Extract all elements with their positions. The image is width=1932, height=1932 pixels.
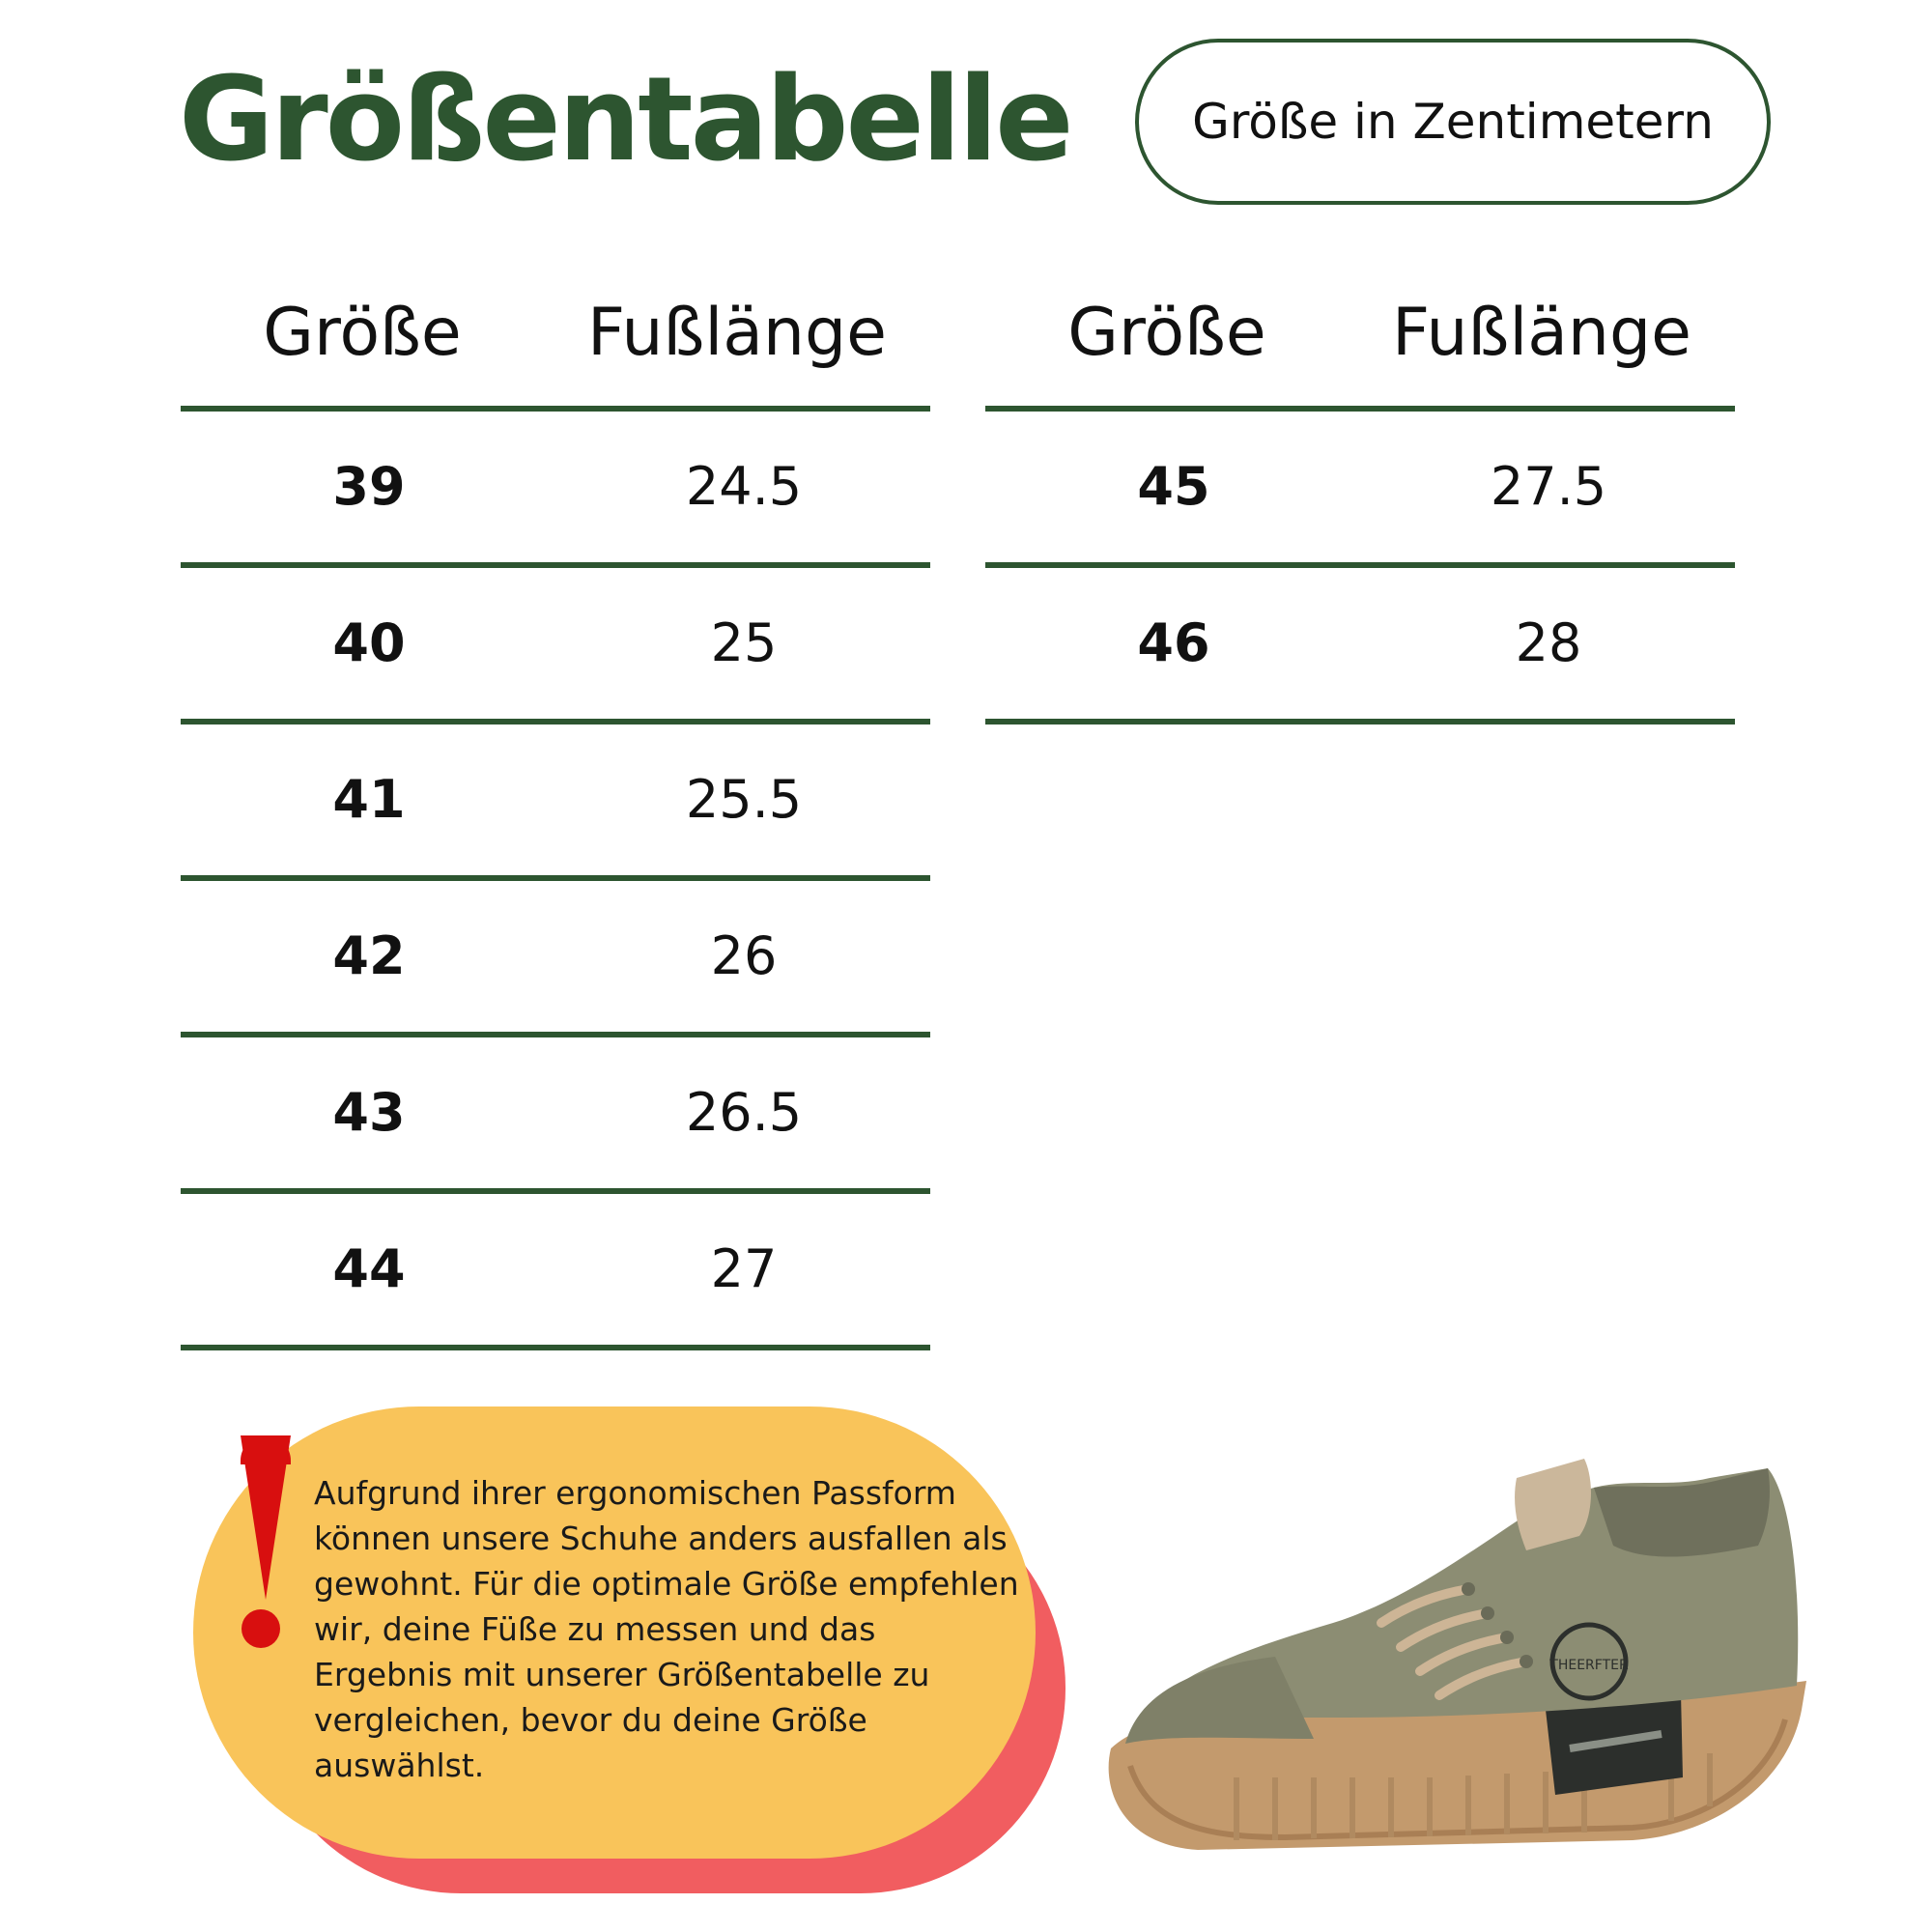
length-value: 27 [710,1238,778,1299]
size-table-left [181,290,930,1350]
fit-note-text: Aufgrund ihrer ergonomischen Passform können unsere Schuhe anders ausfallen als gewohnt. Für die optimale Größe empfehlen wir, deine Füße zu messen und das Ergebnis mit unserer Größentabelle zu vergleichen, bevor du deine Größe auswählst. [314,1474,1019,1784]
size-value: 41 [332,769,406,830]
length-value: 28 [1515,612,1582,673]
size-value: 43 [332,1082,406,1143]
length-value: 27.5 [1490,456,1607,517]
header-foot-length: Fußlänge [1392,295,1691,371]
size-table-right [985,290,1735,724]
page-title: Größentabelle [179,53,1071,187]
length-value: 26.5 [685,1082,803,1143]
table-row [985,568,1735,724]
size-value: 42 [332,925,406,986]
length-value: 26 [710,925,778,986]
table-header [181,290,930,412]
table-row [985,412,1735,568]
unit-badge: Größe in Zentimetern [1135,39,1771,205]
shoe-image [1092,1459,1826,1864]
exclamation-bar [241,1435,291,1600]
size-value: 39 [332,456,406,517]
header-size: Größe [263,295,462,371]
table-row [181,881,930,1037]
size-value: 44 [332,1238,406,1299]
size-value: 46 [1137,612,1210,673]
table-row [181,412,930,568]
length-value: 25 [710,612,778,673]
size-value: 45 [1137,456,1210,517]
table-header [985,290,1735,412]
size-value: 40 [332,612,406,673]
header-foot-length: Fußlänge [587,295,887,371]
table-row [181,1037,930,1194]
table-row [181,1194,930,1350]
exclamation-dot [242,1609,280,1648]
header-size: Größe [1067,295,1266,371]
length-value: 24.5 [685,456,803,517]
length-value: 25.5 [685,769,803,830]
table-row [181,568,930,724]
table-row [181,724,930,881]
shoe-logo-text: THEERFTER [1549,1658,1629,1673]
